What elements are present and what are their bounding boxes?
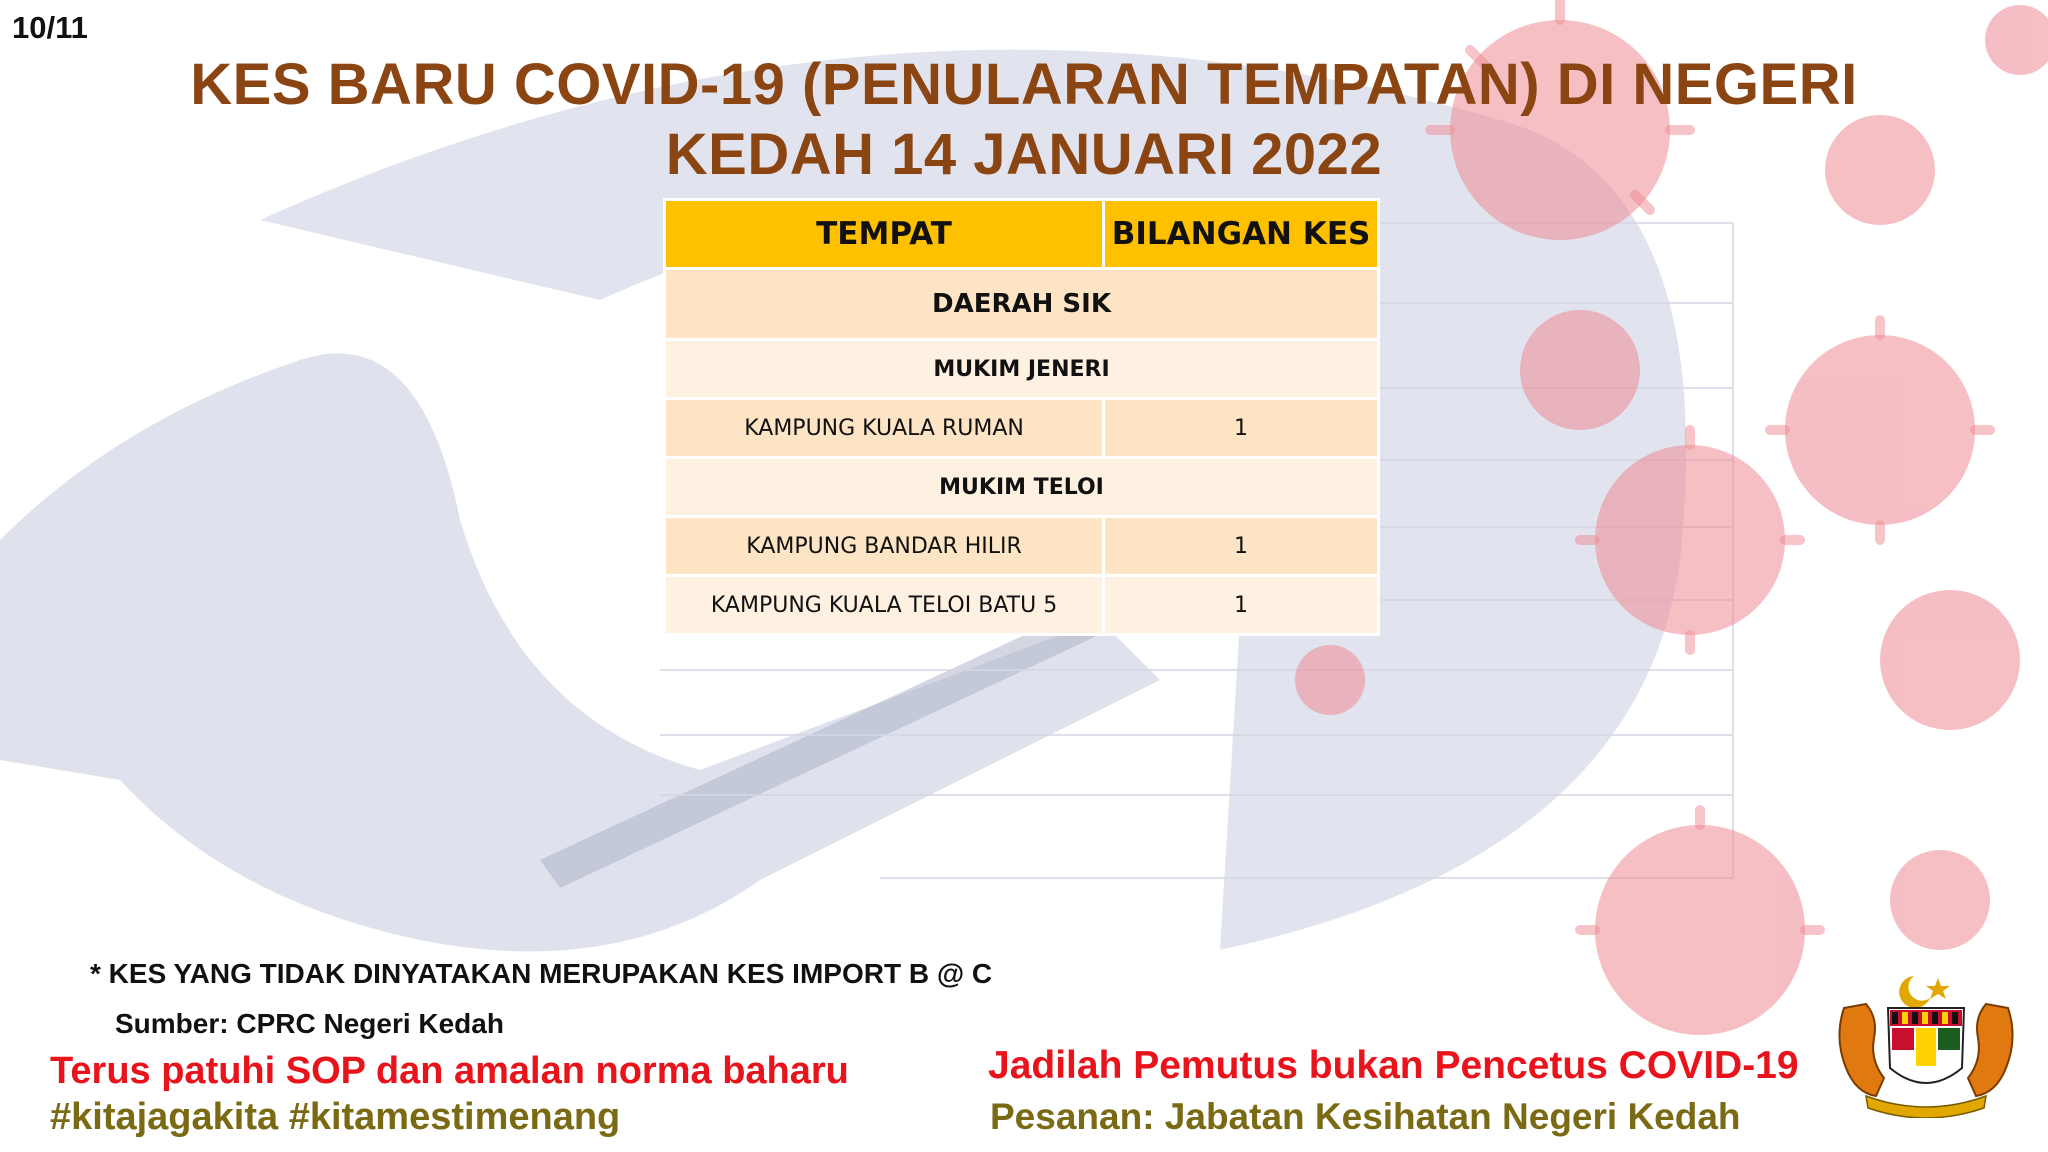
covid-cases-table [663, 198, 1380, 636]
page-number: 10/11 [12, 10, 88, 45]
table-header-row [665, 200, 1379, 269]
district-row [665, 269, 1379, 340]
place-cell: KAMPUNG KUALA TELOI BATU 5 [665, 576, 1104, 635]
source-note: Sumber: CPRC Negeri Kedah [115, 1008, 504, 1039]
case-count-cell: 1 [1104, 576, 1379, 635]
header-place: TEMPAT [665, 200, 1104, 269]
page-title-line-2: KEDAH 14 JANUARI 2022 [665, 122, 1383, 187]
mukim-row [665, 340, 1379, 399]
coat-of-arms-logo [1826, 968, 2026, 1118]
place-cell: KAMPUNG BANDAR HILIR [665, 517, 1104, 576]
campaign-slogan: Jadilah Pemutus bukan Pencetus COVID-19 [988, 1044, 1799, 1087]
table-row [665, 576, 1379, 635]
message-credit: Pesanan: Jabatan Kesihatan Negeri Kedah [990, 1096, 1741, 1137]
mukim-row [665, 458, 1379, 517]
mukim-label: MUKIM TELOI [665, 458, 1379, 517]
district-label: DAERAH SIK [665, 269, 1379, 340]
case-count-cell: 1 [1104, 517, 1379, 576]
slogan-sop: Terus patuhi SOP dan amalan norma baharu [50, 1050, 849, 1092]
slogan-hashtags: #kitajagakita #kitamestimenang [50, 1096, 621, 1138]
table-row [665, 517, 1379, 576]
footnote: * KES YANG TIDAK DINYATAKAN MERUPAKAN KES IMPORT B @ C [90, 958, 993, 989]
table-row [665, 399, 1379, 458]
header-case-count: BILANGAN KES [1104, 200, 1379, 269]
mukim-label: MUKIM JENERI [665, 340, 1379, 399]
case-count-cell: 1 [1104, 399, 1379, 458]
page-title-line-1: KES BARU COVID-19 (PENULARAN TEMPATAN) DI NEGERI [190, 52, 1858, 117]
place-cell: KAMPUNG KUALA RUMAN [665, 399, 1104, 458]
